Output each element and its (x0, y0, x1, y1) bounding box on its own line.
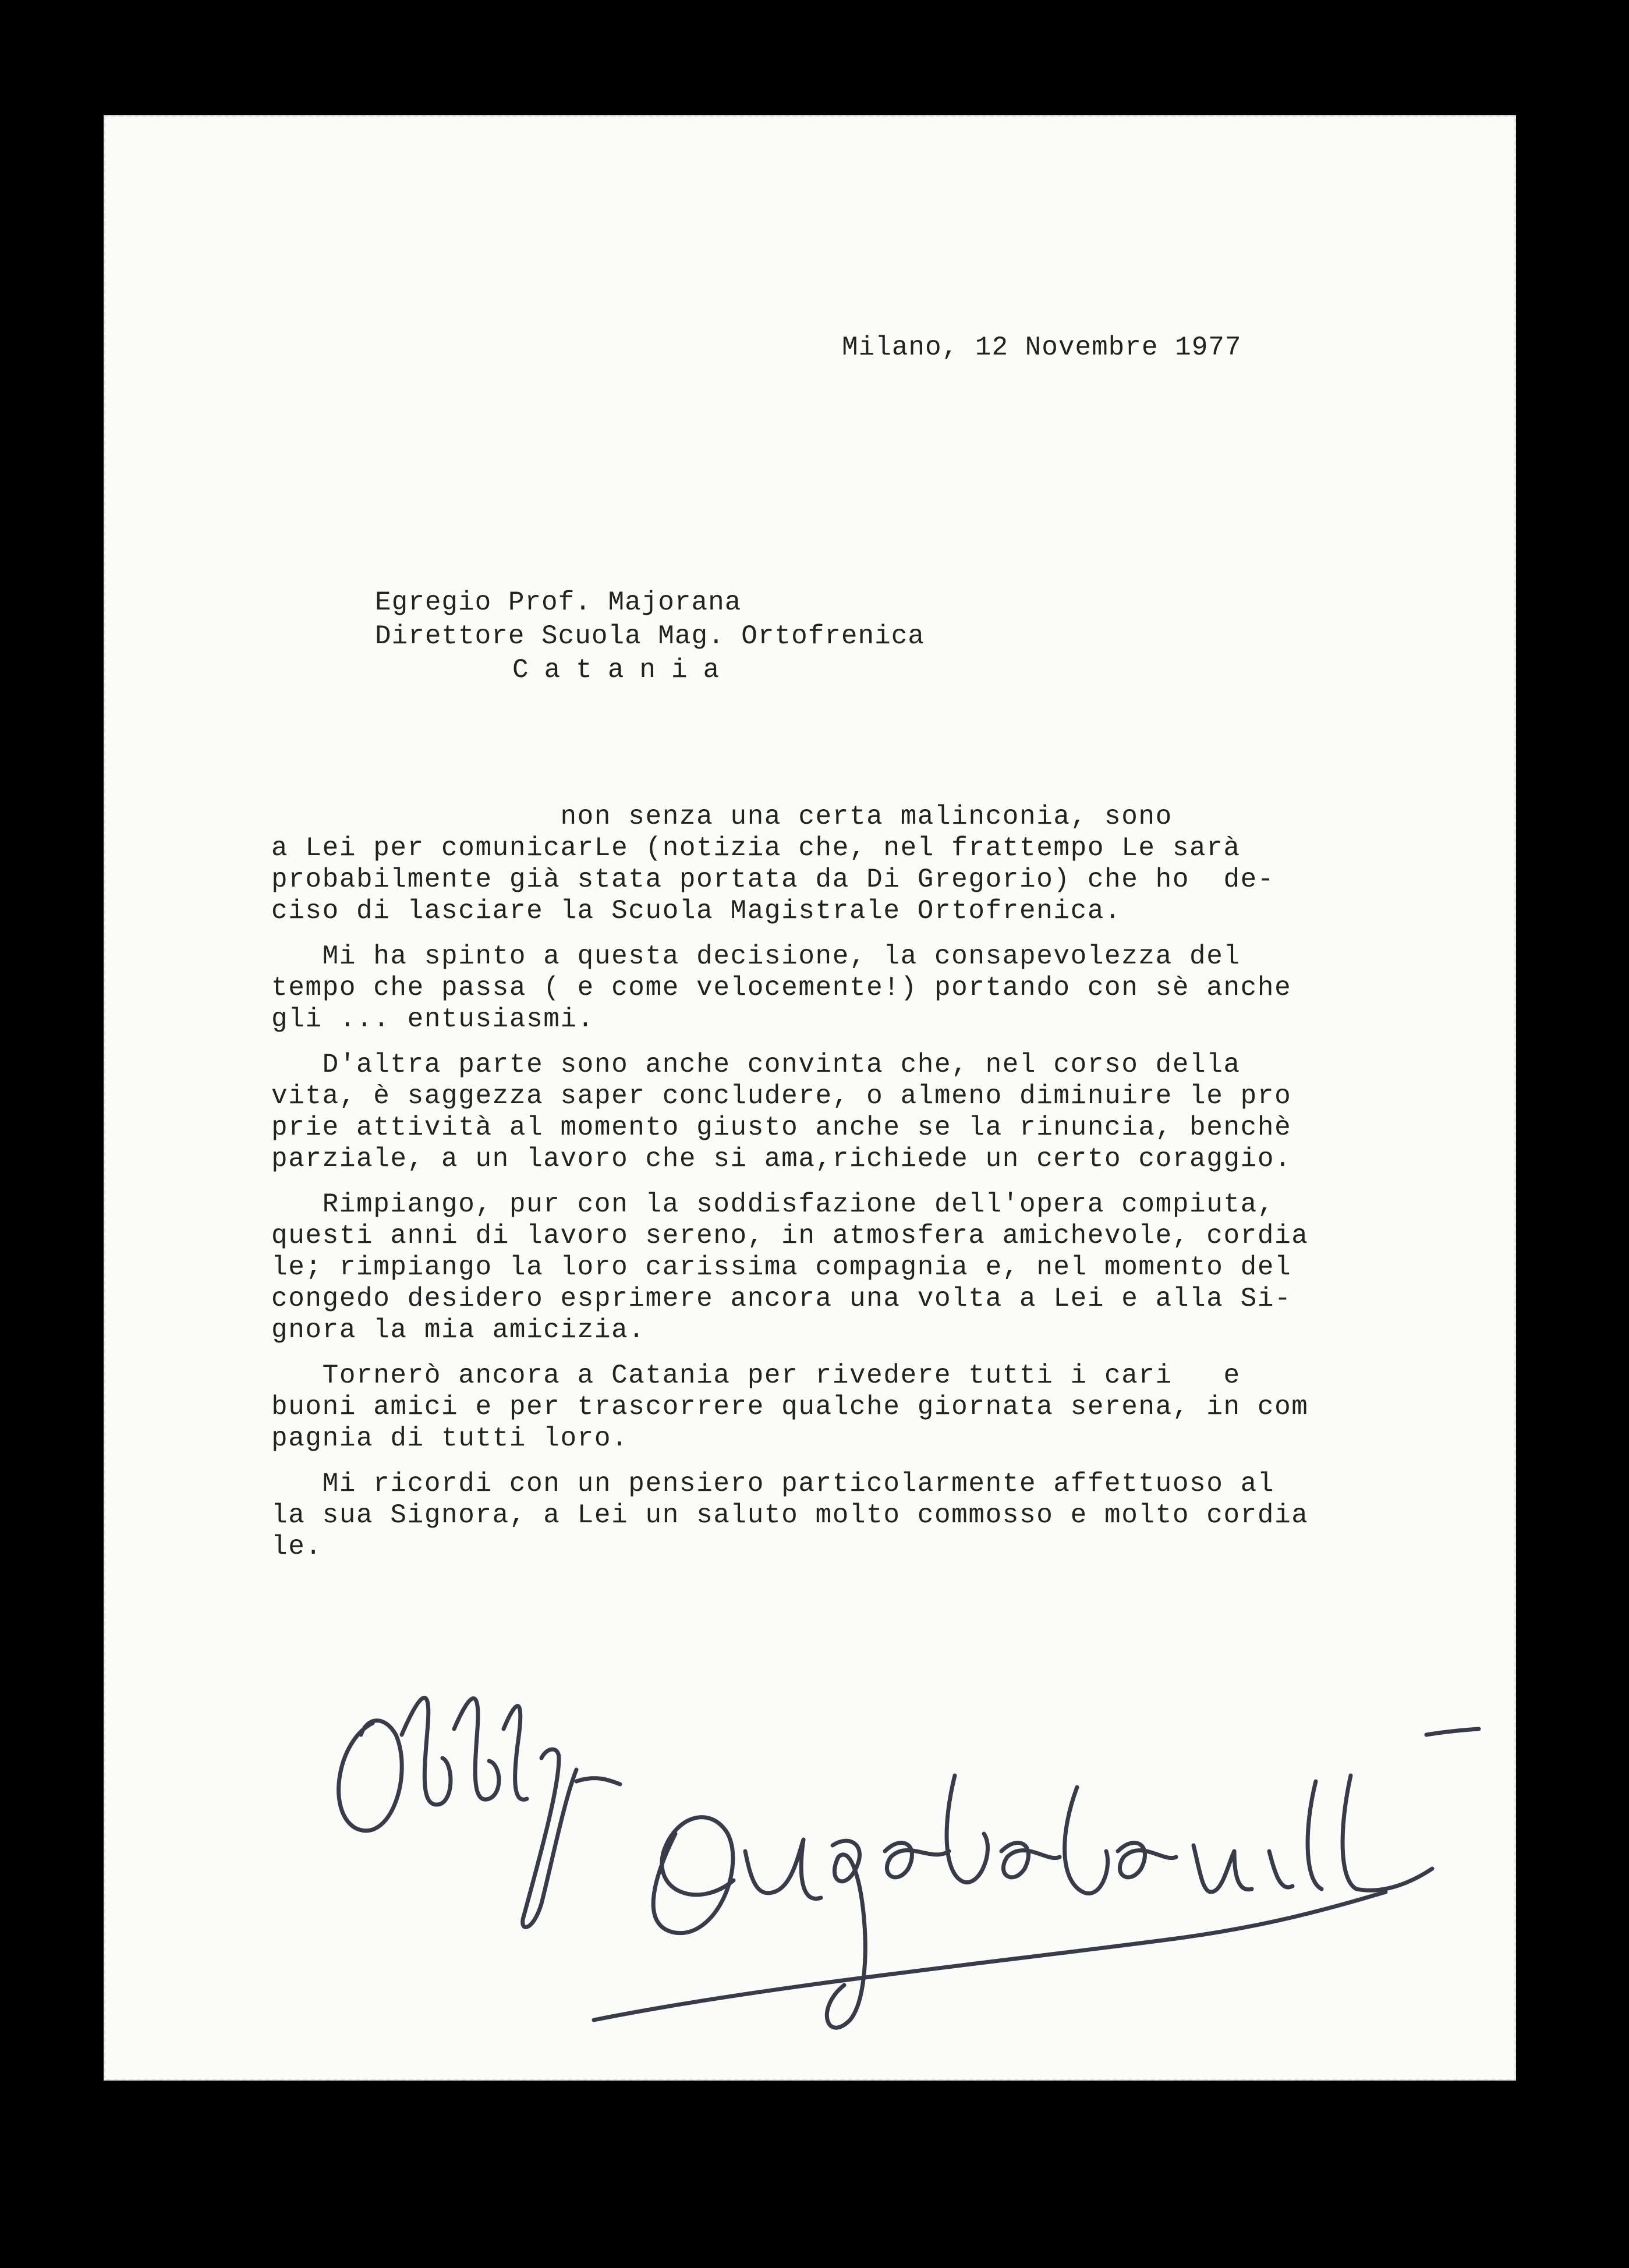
body-line: prie attività al momento giusto anche se la rinuncia, benchè (271, 1112, 1292, 1143)
signature-name-stroke (653, 1817, 734, 1933)
body-line: Rimpiango, pur con la soddisfazione dell'opera compiuta, (271, 1189, 1275, 1220)
handwritten-signature (303, 1659, 1490, 2102)
body-line: congedo desidero esprimere ancora una volta a Lei e alla Si- (271, 1284, 1292, 1314)
body-line: questi anni di lavoro sereno, in atmosfera amichevole, cordia (271, 1221, 1309, 1251)
body-line: probabilmente già stata portata da Di Gregorio) che ho de- (271, 864, 1275, 895)
body-line: gli ... entusiasmi. (271, 1004, 594, 1034)
recipient-block (375, 586, 925, 687)
recipient-name: Egregio Prof. Majorana (375, 587, 742, 618)
body-line: non senza una certa malinconia, sono (271, 802, 1173, 832)
body-line: le. (271, 1532, 323, 1562)
body-line: la sua Signora, a Lei un saluto molto commosso e molto cordia (271, 1500, 1309, 1530)
recipient-city: Catania (512, 655, 735, 685)
body-line: le; rimpiango la loro carissima compagnia e, nel momento del (271, 1252, 1292, 1282)
body-line: parziale, a un lavoro che si ama,richiede un certo coraggio. (271, 1144, 1292, 1174)
body-line: gnora la mia amicizia. (271, 1315, 646, 1345)
recipient-title: Direttore Scuola Mag. Ortofrenica (375, 621, 925, 651)
body-line: Tornerò ancora a Catania per rivedere tutti i cari e (271, 1360, 1241, 1391)
signature-underline (594, 1892, 1386, 2020)
body-line: pagnia di tutti loro. (271, 1423, 629, 1454)
body-line: ciso di lasciare la Scuola Magistrale Ortofrenica. (271, 896, 1122, 926)
signature-closing-stroke (339, 1721, 402, 1831)
letter-date: Milano, 12 Novembre 1977 (842, 332, 1242, 363)
body-line: Mi ha spinto a questa decisione, la consapevolezza del (271, 941, 1241, 972)
body-line: buoni amici e per trascorrere qualche giornata serena, in com (271, 1392, 1309, 1422)
body-line: a Lei per comunicarLe (notizia che, nel frattempo Le sarà (271, 833, 1241, 863)
body-line: D'altra parte sono anche convinta che, nel corso della (271, 1050, 1241, 1080)
body-line: Mi ricordi con un pensiero particolarmente affettuoso al (271, 1469, 1275, 1499)
body-line: vita, è saggezza saper concludere, o almeno diminuire le pro (271, 1081, 1292, 1111)
body-line: tempo che passa ( e come velocemente!) portando con sè anche (271, 973, 1292, 1003)
